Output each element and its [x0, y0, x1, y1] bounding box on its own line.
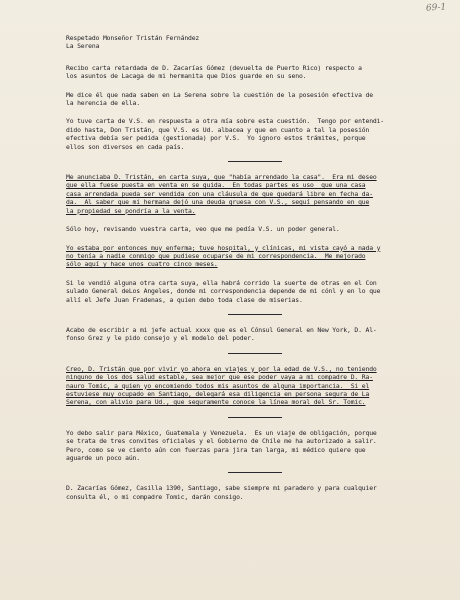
letter-header [66, 34, 444, 51]
page-number: 69-1 [425, 2, 447, 14]
paragraph-5: Sólo hoy, revisando vuestra carta, veo que me pedía V.S. un poder general. [66, 225, 340, 234]
recipient-location: La Serena [66, 42, 100, 51]
letter-body [66, 34, 444, 511]
paragraph-7: Si le vendió alguna otra carta suya, ella habrá corrido la suerte de otras en el Con sulado General deLos Angeles, donde mi correspondencia depende de mi cónl y en lo que allí el Jefe Juan Fradenas, a quien debo toda clase de miserias. [66, 278, 381, 304]
paragraph-2: Me dice él que nada saben en La Serena sobre la cuestión de la posesión efectiva de la herencia de ella. [66, 90, 373, 108]
section-divider [228, 472, 282, 473]
recipient-name: Respetado Monseñor Tristán Fernández [66, 34, 200, 42]
paragraph-11: D. Zacarías Gómez, Casilla 1390, Santiago, sabe siempre mi paradero y para cualquier consulta él, o mi compadre Tomic, darán consigo. [66, 484, 377, 501]
section-divider [228, 314, 282, 315]
paragraph-10: Yo debo salir para México, Guatemala y Venezuela. Es un viaje de obligación, porque se trata de tres convites oficiales y el Gobierno de Chile me ha autorizado a salir. Pero, como se ve ciento aún con fuerzas para jira tan larga, mi médico quiere que aguarde un poco aún. [66, 428, 377, 462]
paragraph-1: Recibo carta retardada de D. Zacarías Gómez (devuelta de Puerto Rico) respecto a los asuntos de Lacaga de mi hermanita que Dios guarde en su seno. [66, 63, 362, 81]
section-divider [228, 417, 282, 418]
paragraph-9: Creo, D. Tristán que por vivir yo ahora en viajes y por la edad de V.S., no teniendo ninguno de los dos salud estable, sea mejor que ese poder vaya a mi compadre D. Ra- nauro Tomic, a quien yo encomiendo todos mis asuntos de alguna importancia. Si el estuviese muy ocupado en Santiago, delegará esa diligencia en persona segura de La Serena, con alivio para Ud., que seguramente conoce la línea moral del Sr. Tomic. [66, 364, 377, 407]
paragraph-8: Acabo de escribir a mi jefe actual xxxx que es el Cónsul General en New York, D. Al- fonso Grez y le pido consejo y el modelo del poder. [66, 325, 377, 343]
paragraph-3: Yo tuve carta de V.S. en respuesta a otra mía sobre esta cuestión. Tengo por entendi- dido hasta, Don Tristán, que V.S. es Ud. albacea y que en cuanto a tal la posesión efectiva debía ser pedida (gestionada) por V.S. Yo ignoro estos trámites, porque ellos son diversos en cada país. [66, 117, 384, 151]
paragraph-4: Me anunciaba D. Tristán, en carta suya, que "había arrendado la casa". Era mi deseo que ella fuese puesta en venta en se guida. En todas partes es uso que una casa casa arrendada pueda ser vendida con una cláusula de que quedará libre en fecha da- da. Al saber que mi hermana dejó una deuda gruesa con V.S., seguí pensando en que la propiedad se pondría a la venta. [66, 173, 377, 215]
paragraph-6: Yo estaba por entonces muy enferma; tuve hospital, y clínicas, mi vista cayó a nada y no tenía a nadie conmigo que pudiese ocuparse de mi correspondencia. Me mejorado sólo aquí y hace unos cuatro cinco meses. [66, 243, 381, 269]
section-divider [228, 161, 282, 162]
section-divider [228, 353, 282, 354]
